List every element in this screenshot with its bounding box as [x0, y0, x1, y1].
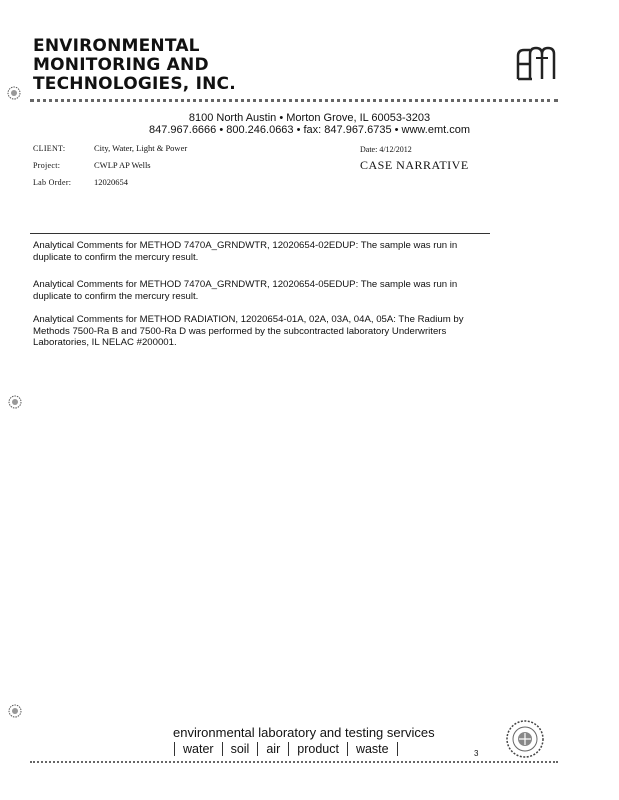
comment-paragraph: [33, 314, 523, 349]
date-value: 4/12/2012: [379, 145, 412, 154]
footer-tagline: environmental laboratory and testing services: [173, 725, 435, 740]
lab-order-value: 12020654: [94, 177, 128, 187]
comment-line: Laboratories, IL NELAC #200001.: [33, 337, 177, 348]
header-divider: [30, 99, 558, 102]
date-field: [360, 145, 412, 154]
service-product: product: [288, 742, 347, 756]
service-soil: soil: [222, 742, 258, 756]
comment-line: duplicate to confirm the mercury result.: [33, 290, 199, 302]
service-air: air: [257, 742, 288, 756]
services-list: [174, 742, 398, 756]
footer-divider: [30, 761, 558, 763]
company-name: [33, 37, 236, 94]
comment-paragraph: [33, 240, 523, 263]
client-label: CLIENT:: [33, 144, 66, 153]
service-water: water: [174, 742, 222, 756]
comment-paragraph: [33, 279, 523, 302]
company-name-line-3: TECHNOLOGIES, INC.: [33, 74, 236, 94]
emt-logo-icon: [508, 44, 558, 84]
certification-seal-icon: [505, 719, 545, 759]
project-value: CWLP AP Wells: [94, 160, 151, 170]
comment-line: Analytical Comments for METHOD 7470A_GRNDWTR, 12020654-02EDUP: The sample was run in: [33, 240, 458, 251]
company-name-line-2: MONITORING AND: [33, 55, 209, 75]
lab-order-label: Lab Order:: [33, 178, 72, 187]
comment-line: Methods 7500-Ra B and 7500-Ra D was performed by the subcontracted laboratory Underwriters: [33, 325, 447, 337]
seal-icon: [8, 395, 22, 409]
company-address: 8100 North Austin • Morton Grove, IL 60053-3203: [188, 112, 431, 124]
comment-line: Analytical Comments for METHOD 7470A_GRNDWTR, 12020654-05EDUP: The sample was run in: [33, 279, 458, 290]
company-name-line-1: ENVIRONMENTAL: [33, 36, 200, 56]
case-narrative-title: CASE NARRATIVE: [360, 158, 469, 172]
comment-line: duplicate to confirm the mercury result.: [33, 251, 199, 263]
client-value: City, Water, Light & Power: [94, 143, 188, 153]
date-label: Date:: [360, 145, 378, 154]
project-label: Project:: [33, 161, 61, 170]
service-waste: waste: [347, 742, 398, 756]
seal-icon: [7, 86, 21, 100]
company-contact: 847.967.6666 • 800.246.0663 • fax: 847.967.6735 • www.emt.com: [149, 124, 470, 136]
seal-icon: [8, 704, 22, 718]
comment-line: Analytical Comments for METHOD RADIATION, 12020654-01A, 02A, 03A, 04A, 05A: The Radium by: [33, 314, 464, 325]
page-number: 3: [474, 749, 479, 758]
body-divider: [30, 233, 490, 234]
